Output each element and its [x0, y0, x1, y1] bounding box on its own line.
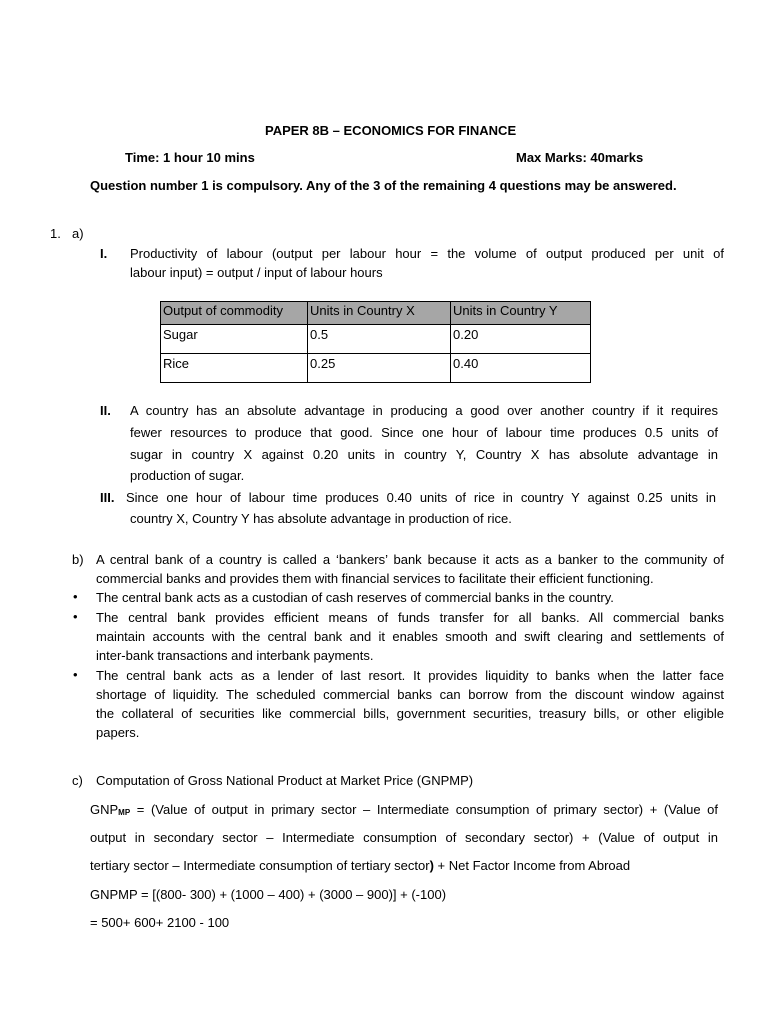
roman-i: I.	[100, 246, 108, 261]
gnp-formula-text: = (Value of output in primary sector – Intermediate consumption of primary sector) + (Value of	[130, 802, 718, 817]
bullet-3-line-4: papers.	[96, 725, 140, 740]
table-row	[161, 325, 591, 354]
absolute-advantage-line-1: A country has an absolute advantage in producing a good over another country if it requires	[130, 403, 718, 418]
gnp-formula-text: tertiary sector – Intermediate consumption of tertiary sector	[90, 858, 430, 873]
gnp-formula-line-3	[90, 858, 630, 873]
productivity-table	[160, 301, 591, 383]
table-cell: 0.20	[451, 325, 591, 354]
bankers-bank-line-2: commercial banks and provides them with financial services to facilitate their efficient functioning.	[96, 571, 654, 586]
gnp-subscript: MP	[118, 808, 131, 817]
bullet-2-line-3: inter-bank transactions and interbank payments.	[96, 648, 374, 663]
time-label: Time: 1 hour 10 mins	[125, 150, 255, 165]
gnp-formula-line-1	[90, 802, 718, 817]
rice-advantage-line-1: Since one hour of labour time produces 0.40 units of rice in country Y against 0.25 units in	[126, 490, 716, 505]
gnp-formula-line-2: output in secondary sector – Intermediate consumption of secondary sector) + (Value of output in	[90, 830, 718, 845]
table-cell: 0.40	[451, 354, 591, 383]
bullet-glyph: •	[73, 609, 78, 624]
gnp-calculation: GNPMP = [(800- 300) + (1000 – 400) + (3000 – 900)] + (-100)	[90, 887, 447, 902]
table-header-row	[161, 302, 591, 325]
table-cell: Rice	[161, 354, 308, 383]
bullet-2-line-1: The central bank provides efficient means of funds transfer for all banks. All commercial banks	[96, 610, 724, 625]
part-c-label: c)	[72, 773, 83, 788]
rice-advantage-line-2: country X, Country Y has absolute advantage in production of rice.	[130, 511, 512, 526]
gnp-heading: Computation of Gross National Product at Market Price (GNPMP)	[96, 773, 474, 788]
productivity-line-1: Productivity of labour (output per labour hour = the volume of output produced per unit of	[130, 246, 724, 261]
bullet-1-line-1: The central bank acts as a custodian of cash reserves of commercial banks in the country.	[96, 590, 614, 605]
table-row	[161, 354, 591, 383]
roman-iii: III.	[100, 490, 115, 505]
bullet-3-line-1: The central bank acts as a lender of last resort. It provides liquidity to banks when the latter face	[96, 668, 724, 683]
table-header-cell: Output of commodity	[161, 302, 308, 325]
gnp-symbol: GNP	[90, 802, 119, 817]
instructions: Question number 1 is compulsory. Any of the 3 of the remaining 4 questions may be answered.	[90, 178, 677, 193]
part-a-label: a)	[72, 226, 84, 241]
bullet-glyph: •	[73, 667, 78, 682]
table-cell: Sugar	[161, 325, 308, 354]
absolute-advantage-line-2: fewer resources to produce that good. Since one hour of labour time produces 0.5 units of	[130, 425, 718, 440]
question-number: 1.	[50, 226, 61, 241]
bullet-2-line-2: maintain accounts with the central bank and it enables smooth and swift clearing and settlements of	[96, 629, 724, 644]
bullet-3-line-2: shortage of liquidity. The scheduled commercial banks can borrow from the discount window against	[96, 687, 724, 702]
paper-title: PAPER 8B – ECONOMICS FOR FINANCE	[265, 123, 517, 138]
gnp-formula-text: + Net Factor Income from Abroad	[433, 858, 631, 873]
bankers-bank-line-1: A central bank of a country is called a ‘bankers’ bank because it acts as a banker to the community of	[96, 552, 724, 567]
absolute-advantage-line-4: production of sugar.	[130, 468, 245, 483]
table-header-cell: Units in Country X	[308, 302, 451, 325]
gnp-calculation-step: = 500+ 600+ 2100 - 100	[90, 915, 230, 930]
table-cell: 0.25	[308, 354, 451, 383]
part-b-label: b)	[72, 552, 84, 567]
roman-ii: II.	[100, 403, 111, 418]
gnp-formula-paren: )	[429, 858, 434, 873]
max-marks-label: Max Marks: 40marks	[516, 150, 644, 165]
table-header-cell: Units in Country Y	[451, 302, 591, 325]
table-cell: 0.5	[308, 325, 451, 354]
bullet-glyph: •	[73, 589, 78, 604]
productivity-line-2: labour input) = output / input of labour hours	[130, 265, 383, 280]
absolute-advantage-line-3: sugar in country X against 0.20 units in country Y, Country X has absolute advantage in	[130, 447, 718, 462]
bullet-3-line-3: the collateral of securities like commercial bills, government securities, treasury bills, or other eligible	[96, 706, 724, 721]
